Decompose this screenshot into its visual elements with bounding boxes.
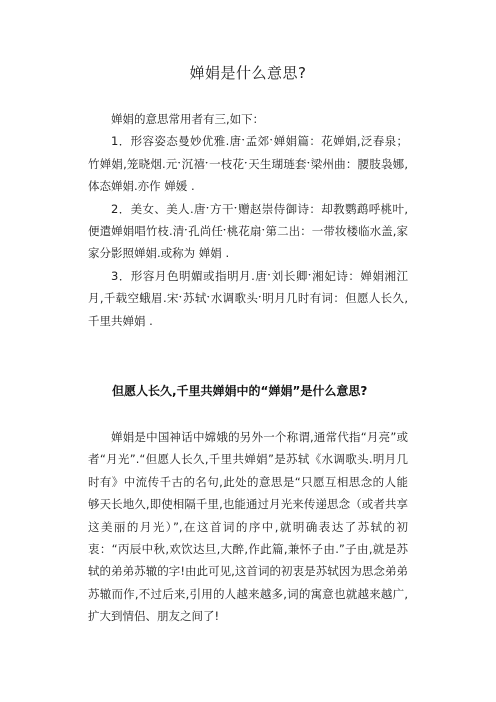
intro-paragraph: 婵娟的意思常用者有三,如下： bbox=[111, 112, 265, 126]
meaning-paragraph-3: 3．形容月色明媚或指明月.唐ˑ刘长卿ˑ湘妃诗：婵娟湘江月,千载空蛾眉.宋ˑ苏轼ˑ水调歌头ˑ明月几时有词：但愿人长久,千里共婵娟 . bbox=[88, 268, 408, 328]
answer-paragraph: 婵娟是中国神话中嫦娥的另外一个称谓,通常代指“月亮”或者“月光”.“但愿人长久,千里共婵娟”是苏轼《水调歌头.明月几时有》中流传千古的名句,此处的意思是“只愿互相思念的人能够天长地久,即使相隔千里,也能通过月光来传递思念（或者共享这美丽的月光）”,在这首词的序中,就明确表达了苏轼的初衷：“丙辰中秋,欢饮达旦,大醉,作此篇,兼怀子由.”子由,就是苏轼的弟弟苏辙的字!由此可见,这首词的初衷是苏轼因为思念弟弟苏辙而作,不过后来,引用的人越来越多,词的寓意也就越来越广,扩大到情侣、朋友之间了! bbox=[88, 430, 408, 624]
page-title: 婵娟是什么意思? bbox=[189, 64, 307, 82]
section-heading: 但愿人长久,千里共婵娟中的“婵娟”是什么意思? bbox=[112, 384, 368, 398]
answer-section bbox=[88, 426, 408, 628]
meanings-section bbox=[88, 108, 408, 332]
meaning-paragraph-2: 2．美女、美人.唐ˑ方干ˑ赠赵崇侍御诗：却教鹦鹉呼桃叶,便遣婵娟唱竹枝.清ˑ孔尚任ˑ桃花扇ˑ第二出：一带妆楼临水盖,家家分影照婵娟.或称为 婵娟 . bbox=[88, 201, 408, 261]
meaning-paragraph-1: 1．形容姿态曼妙优雅.唐ˑ孟郊ˑ婵娟篇：花婵娟,泛春泉；竹婵娟,笼晓烟.元ˑ沉禧ˑ一枝花ˑ天生瑚琏套ˑ梁州曲：腰肢袅娜,体态婵娟.亦作 婵媛 . bbox=[88, 134, 408, 194]
